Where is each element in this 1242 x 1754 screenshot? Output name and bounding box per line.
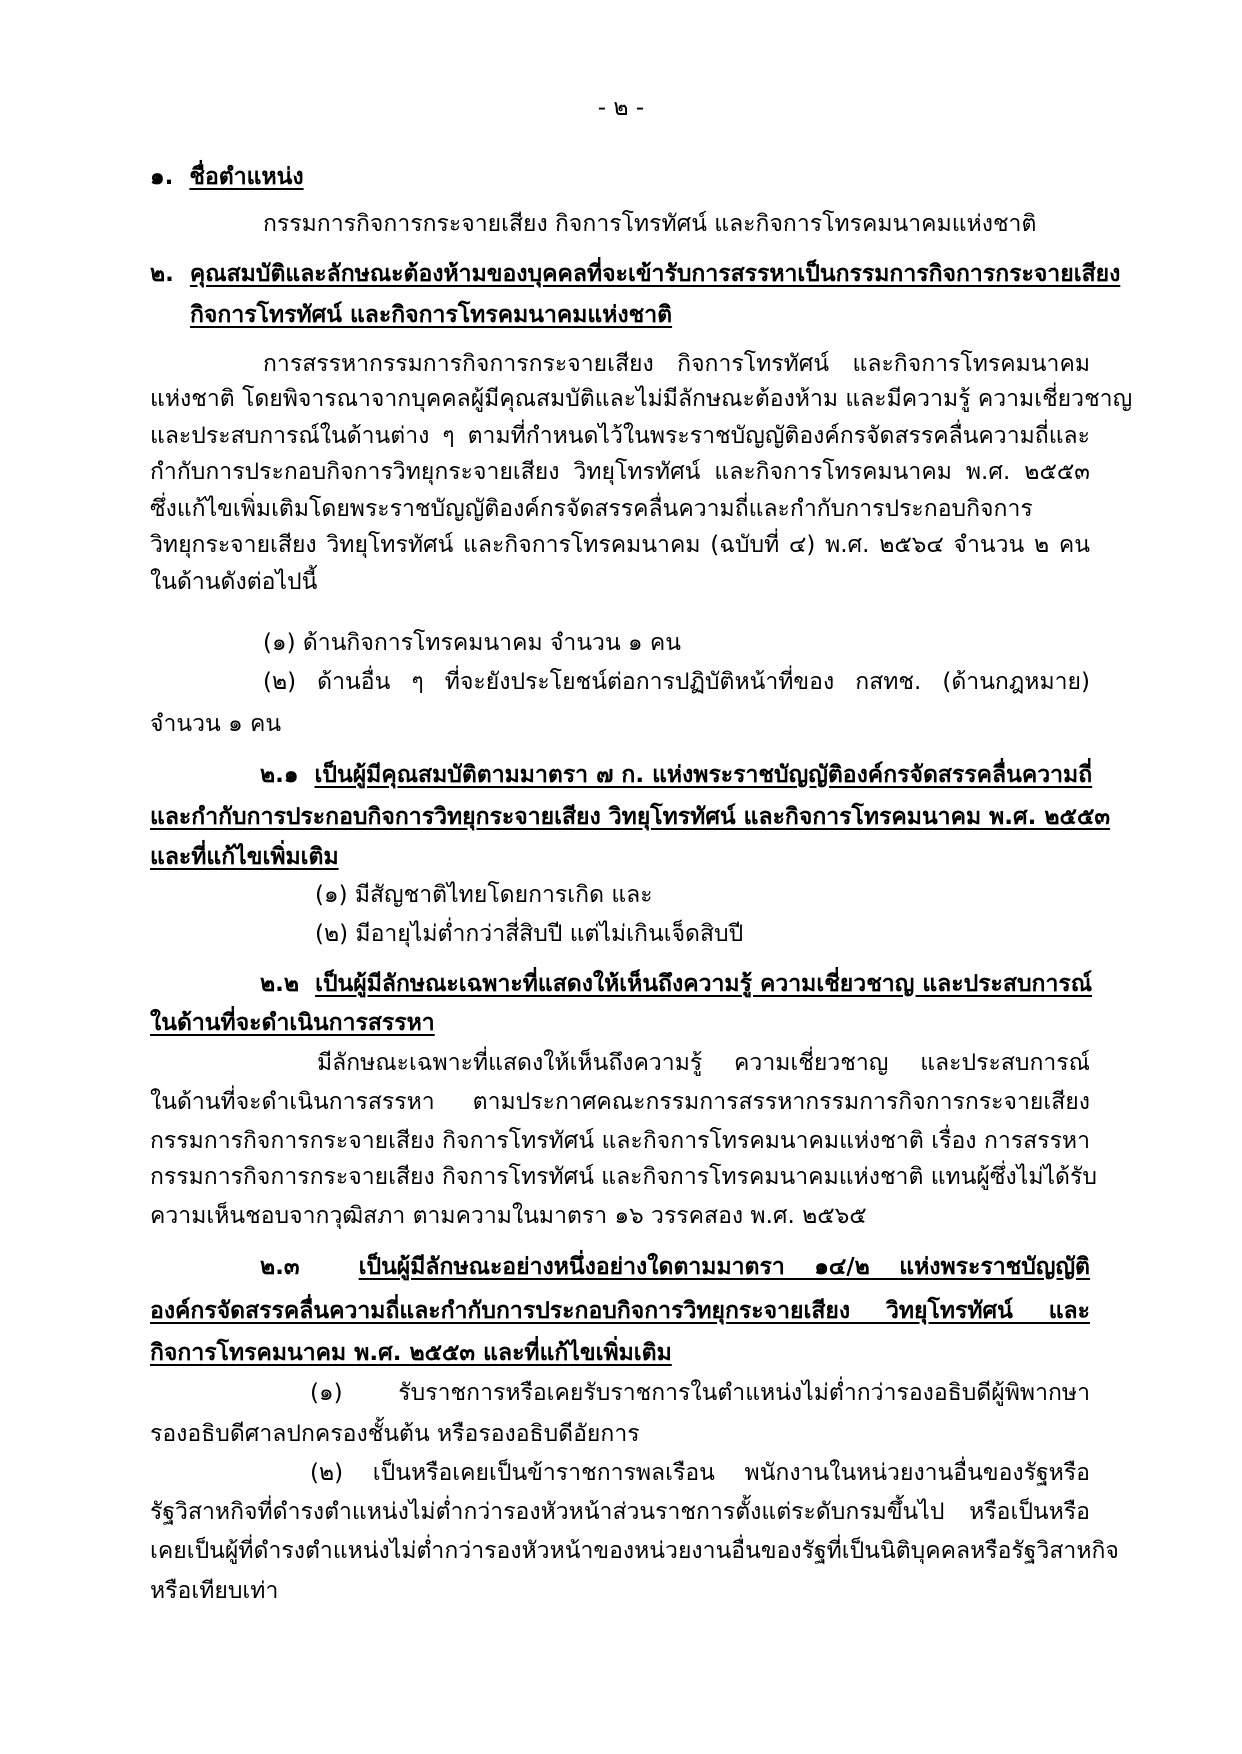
list-item-continuation: รองอธิบดีศาลปกครองชั้นต้น หรือรองอธิบดีอัยการ (150, 1421, 640, 1447)
section-title-line: กิจการโทรทัศน์ และกิจการโทรคมนาคมแห่งชาติ (190, 302, 673, 328)
paragraph-line: กำกับการประกอบกิจการวิทยุกระจายเสียง วิทยุโทรทัศน์ และกิจการโทรคมนาคม พ.ศ. ๒๕๕๓ (150, 459, 1090, 485)
subsection-2-1-heading (260, 760, 1093, 790)
subsection-2-2-heading (260, 969, 1093, 999)
list-item: (๑) รับราชการหรือเคยรับราชการในตำแหน่งไม่ต่ำกว่ารองอธิบดีผู้พิพากษา (310, 1380, 1090, 1406)
list-item: (๒) มีอายุไม่ต่ำกว่าสี่สิบปี แต่ไม่เกินเจ็ดสิบปี (315, 921, 744, 947)
subsection-2-3-heading (260, 1252, 1090, 1282)
paragraph-line: ในด้านดังต่อไปนี้ (150, 569, 318, 595)
subsection-title: เป็นผู้มีคุณสมบัติตามมาตรา ๗ ก. แห่งพระราชบัญญัติองค์กรจัดสรรคลื่นความถี่ (314, 762, 1093, 788)
paragraph-line: การสรรหากรรมการกิจการกระจายเสียง กิจการโทรทัศน์ และกิจการโทรคมนาคม (263, 351, 1090, 377)
subsection-title-line: องค์กรจัดสรรคลื่นความถี่และกำกับการประกอบกิจการวิทยุกระจายเสียง วิทยุโทรทัศน์ และ (150, 1298, 1090, 1324)
section-title: คุณสมบัติและลักษณะต้องห้ามของบุคคลที่จะเข้ารับการสรรหาเป็นกรรมการกิจการกระจายเสียง (189, 261, 1121, 287)
paragraph-line: วิทยุกระจายเสียง วิทยุโทรทัศน์ และกิจการโทรคมนาคม (ฉบับที่ ๔) พ.ศ. ๒๕๖๔ จำนวน ๒ คน (150, 532, 1090, 558)
subsection-title-line: ในด้านที่จะดำเนินการสรรหา (150, 1010, 435, 1036)
section-number: ๒. (150, 261, 174, 287)
section-1-heading (150, 162, 304, 192)
list-item: (๒) ด้านอื่น ๆ ที่จะยังประโยชน์ต่อการปฏิบัติหน้าที่ของ กสทช. (ด้านกฎหมาย) (263, 669, 1090, 695)
paragraph-line: ความเห็นชอบจากวุฒิสภา ตามความในมาตรา ๑๖ วรรคสอง พ.ศ. ๒๕๖๕ (150, 1203, 867, 1229)
subsection-number: ๒.๑ (260, 762, 299, 788)
position-name: กรรมการกิจการกระจายเสียง กิจการโทรทัศน์ และกิจการโทรคมนาคมแห่งชาติ (263, 211, 1037, 237)
subsection-title: เป็นผู้มีลักษณะอย่างหนึ่งอย่างใดตามมาตรา ๑๔/๒ แห่งพระราชบัญญัติ (358, 1254, 1090, 1280)
section-number: ๑. (150, 164, 174, 190)
list-item: (๑) ด้านกิจการโทรคมนาคม จำนวน ๑ คน (263, 630, 682, 656)
list-item-continuation: หรือเทียบเท่า (150, 1578, 279, 1604)
subsection-title-line: และกำกับการประกอบกิจการวิทยุกระจายเสียง วิทยุโทรทัศน์ และกิจการโทรคมนาคม พ.ศ. ๒๕๕๓ (150, 804, 1111, 830)
subsection-number: ๒.๓ (260, 1254, 300, 1280)
paragraph-line: กรรมการกิจการกระจายเสียง กิจการโทรทัศน์ และกิจการโทรคมนาคมแห่งชาติ แทนผู้ซึ่งไม่ได้รับ (150, 1164, 1097, 1190)
paragraph-line: ซึ่งแก้ไขเพิ่มเติมโดยพระราชบัญญัติองค์กรจัดสรรคลื่นความถี่และกำกับการประกอบกิจการ (150, 496, 1033, 522)
subsection-title-line: กิจการโทรคมนาคม พ.ศ. ๒๕๕๓ และที่แก้ไขเพิ่มเติม (150, 1340, 672, 1366)
paragraph-line: ในด้านที่จะดำเนินการสรรหา ตามประกาศคณะกรรมการสรรหากรรมการกิจการกระจายเสียง (150, 1089, 1090, 1115)
paragraph-line: มีลักษณะเฉพาะที่แสดงให้เห็นถึงความรู้ ความเชี่ยวชาญ และประสบการณ์ (317, 1050, 1090, 1076)
paragraph-line: แห่งชาติ โดยพิจารณาจากบุคคลผู้มีคุณสมบัติและไม่มีลักษณะต้องห้าม และมีความรู้ ความเชี่ยวชาญ (150, 386, 1133, 412)
subsection-title-line: และที่แก้ไขเพิ่มเติม (150, 844, 339, 870)
subsection-number: ๒.๒ (260, 971, 300, 997)
paragraph-line: และประสบการณ์ในด้านต่าง ๆ ตามที่กำหนดไว้ในพระราชบัญญัติองค์กรจัดสรรคลื่นความถี่และ (150, 423, 1090, 449)
list-item: (๑) มีสัญชาติไทยโดยการเกิด และ (315, 882, 653, 908)
list-item-continuation: จำนวน ๑ คน (150, 711, 282, 737)
list-item-continuation: รัฐวิสาหกิจที่ดำรงตำแหน่งไม่ต่ำกว่ารองหัวหน้าส่วนราชการตั้งแต่ระดับกรมขึ้นไป หรือเป็นหรือ (150, 1499, 1090, 1525)
subsection-title: เป็นผู้มีลักษณะเฉพาะที่แสดงให้เห็นถึงความรู้ ความเชี่ยวชาญ และประสบการณ์ (315, 971, 1093, 997)
section-2-heading (150, 259, 1121, 289)
section-title: ชื่อตำแหน่ง (189, 164, 304, 190)
list-item: (๒) เป็นหรือเคยเป็นข้าราชการพลเรือน พนักงานในหน่วยงานอื่นของรัฐหรือ (310, 1460, 1090, 1486)
list-item-continuation: เคยเป็นผู้ที่ดำรงตำแหน่งไม่ต่ำกว่ารองหัวหน้าของหน่วยงานอื่นของรัฐที่เป็นนิติบุคคลหรือรัฐวิสาหกิจ (150, 1538, 1119, 1564)
paragraph-line: กรรมการกิจการกระจายเสียง กิจการโทรทัศน์ และกิจการโทรคมนาคมแห่งชาติ เรื่อง การสรรหา (150, 1128, 1090, 1154)
page-number: - ๒ - (597, 95, 645, 121)
